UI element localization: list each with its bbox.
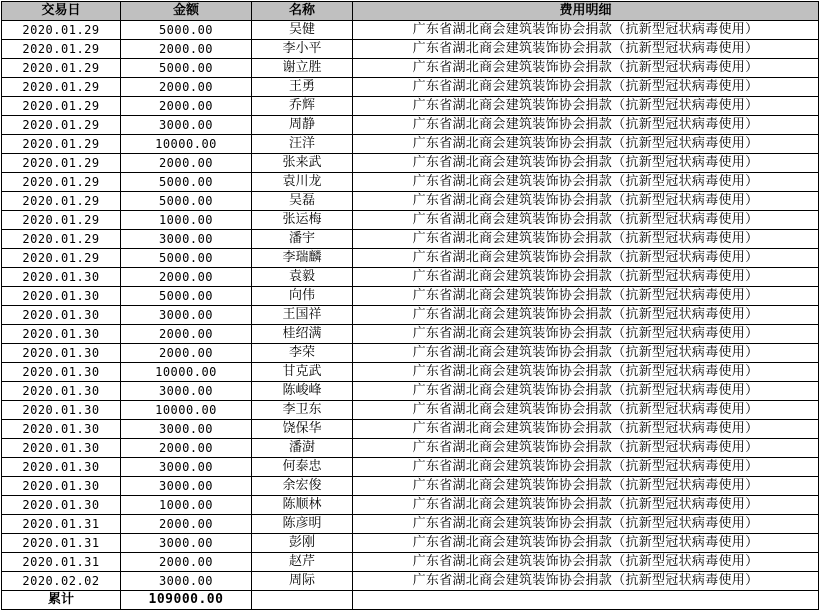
cell-date: 2020.01.29: [2, 116, 121, 135]
cell-date: 2020.01.30: [2, 458, 121, 477]
header-name: 名称: [252, 2, 353, 21]
cell-amount: 5000.00: [121, 21, 252, 40]
table-row: [2, 553, 819, 572]
cell-name: 陈顺林: [252, 496, 353, 515]
table-row: [2, 78, 819, 97]
cell-name: 何泰忠: [252, 458, 353, 477]
cell-amount: 3000.00: [121, 116, 252, 135]
cell-name: 李卫东: [252, 401, 353, 420]
table-row: [2, 116, 819, 135]
cell-details: 广东省湖北商会建筑装饰协会捐款（抗新型冠状病毒使用）: [353, 458, 819, 477]
cell-details: 广东省湖北商会建筑装饰协会捐款（抗新型冠状病毒使用）: [353, 192, 819, 211]
cell-details: 广东省湖北商会建筑装饰协会捐款（抗新型冠状病毒使用）: [353, 287, 819, 306]
table-row: [2, 363, 819, 382]
table-row: [2, 97, 819, 116]
cell-date: 2020.01.30: [2, 420, 121, 439]
cell-amount: 2000.00: [121, 553, 252, 572]
cell-name: 汪洋: [252, 135, 353, 154]
cell-name: 桂绍满: [252, 325, 353, 344]
cell-name: 周际: [252, 572, 353, 591]
cell-date: 2020.01.30: [2, 477, 121, 496]
cell-date: 2020.01.29: [2, 211, 121, 230]
table-row: [2, 344, 819, 363]
cell-amount: 3000.00: [121, 306, 252, 325]
cell-name: 彭刚: [252, 534, 353, 553]
cell-details: 广东省湖北商会建筑装饰协会捐款（抗新型冠状病毒使用）: [353, 230, 819, 249]
cell-date: 2020.01.29: [2, 154, 121, 173]
cell-details: 广东省湖北商会建筑装饰协会捐款（抗新型冠状病毒使用）: [353, 363, 819, 382]
cell-name: 李小平: [252, 40, 353, 59]
cell-name: 李瑞麟: [252, 249, 353, 268]
cell-name: 余宏俊: [252, 477, 353, 496]
cell-name: 王勇: [252, 78, 353, 97]
cell-amount: 3000.00: [121, 230, 252, 249]
table-row: [2, 21, 819, 40]
table-row: [2, 439, 819, 458]
total-empty-cell: [353, 591, 819, 610]
header-amount: 金额: [121, 2, 252, 21]
table-row: [2, 287, 819, 306]
cell-details: 广东省湖北商会建筑装饰协会捐款（抗新型冠状病毒使用）: [353, 97, 819, 116]
cell-name: 张来武: [252, 154, 353, 173]
cell-date: 2020.01.30: [2, 268, 121, 287]
cell-details: 广东省湖北商会建筑装饰协会捐款（抗新型冠状病毒使用）: [353, 534, 819, 553]
cell-date: 2020.01.31: [2, 515, 121, 534]
total-row: [2, 591, 819, 610]
cell-date: 2020.01.29: [2, 78, 121, 97]
cell-details: 广东省湖北商会建筑装饰协会捐款（抗新型冠状病毒使用）: [353, 249, 819, 268]
cell-date: 2020.01.29: [2, 21, 121, 40]
cell-amount: 3000.00: [121, 458, 252, 477]
cell-date: 2020.01.30: [2, 344, 121, 363]
cell-date: 2020.01.30: [2, 325, 121, 344]
cell-details: 广东省湖北商会建筑装饰协会捐款（抗新型冠状病毒使用）: [353, 344, 819, 363]
table-row: [2, 477, 819, 496]
cell-name: 袁川龙: [252, 173, 353, 192]
cell-amount: 5000.00: [121, 192, 252, 211]
cell-name: 乔辉: [252, 97, 353, 116]
cell-name: 吴健: [252, 21, 353, 40]
cell-name: 潘宇: [252, 230, 353, 249]
table-row: [2, 268, 819, 287]
cell-amount: 1000.00: [121, 496, 252, 515]
donation-ledger-table: [1, 1, 819, 610]
cell-name: 饶保华: [252, 420, 353, 439]
cell-amount: 2000.00: [121, 268, 252, 287]
cell-details: 广东省湖北商会建筑装饰协会捐款（抗新型冠状病毒使用）: [353, 382, 819, 401]
cell-amount: 5000.00: [121, 249, 252, 268]
cell-amount: 10000.00: [121, 135, 252, 154]
cell-name: 向伟: [252, 287, 353, 306]
table-row: [2, 306, 819, 325]
cell-amount: 2000.00: [121, 325, 252, 344]
cell-details: 广东省湖北商会建筑装饰协会捐款（抗新型冠状病毒使用）: [353, 439, 819, 458]
cell-date: 2020.01.30: [2, 287, 121, 306]
cell-date: 2020.01.29: [2, 40, 121, 59]
table-row: [2, 40, 819, 59]
cell-name: 潘澍: [252, 439, 353, 458]
header-date: 交易日: [2, 2, 121, 21]
cell-details: 广东省湖北商会建筑装饰协会捐款（抗新型冠状病毒使用）: [353, 78, 819, 97]
cell-details: 广东省湖北商会建筑装饰协会捐款（抗新型冠状病毒使用）: [353, 477, 819, 496]
cell-name: 陈峻峰: [252, 382, 353, 401]
cell-amount: 3000.00: [121, 534, 252, 553]
cell-name: 周静: [252, 116, 353, 135]
cell-date: 2020.01.30: [2, 401, 121, 420]
cell-amount: 2000.00: [121, 40, 252, 59]
cell-amount: 2000.00: [121, 344, 252, 363]
cell-name: 张运梅: [252, 211, 353, 230]
table-row: [2, 154, 819, 173]
cell-amount: 10000.00: [121, 401, 252, 420]
total-empty-cell: [252, 591, 353, 610]
cell-amount: 10000.00: [121, 363, 252, 382]
cell-amount: 2000.00: [121, 515, 252, 534]
total-label: 累计: [2, 591, 121, 610]
table-row: [2, 173, 819, 192]
ledger-body: [2, 21, 819, 591]
cell-amount: 3000.00: [121, 420, 252, 439]
cell-amount: 2000.00: [121, 78, 252, 97]
cell-amount: 5000.00: [121, 287, 252, 306]
cell-date: 2020.01.30: [2, 382, 121, 401]
cell-details: 广东省湖北商会建筑装饰协会捐款（抗新型冠状病毒使用）: [353, 59, 819, 78]
cell-name: 袁毅: [252, 268, 353, 287]
cell-details: 广东省湖北商会建筑装饰协会捐款（抗新型冠状病毒使用）: [353, 553, 819, 572]
cell-details: 广东省湖北商会建筑装饰协会捐款（抗新型冠状病毒使用）: [353, 211, 819, 230]
header-details: 费用明细: [353, 2, 819, 21]
cell-name: 甘克武: [252, 363, 353, 382]
table-row: [2, 420, 819, 439]
cell-date: 2020.01.29: [2, 97, 121, 116]
cell-date: 2020.01.29: [2, 249, 121, 268]
cell-name: 王国祥: [252, 306, 353, 325]
cell-amount: 3000.00: [121, 572, 252, 591]
table-row: [2, 458, 819, 477]
header-row: [2, 2, 819, 21]
cell-name: 李荣: [252, 344, 353, 363]
table-row: [2, 135, 819, 154]
cell-amount: 5000.00: [121, 59, 252, 78]
total-amount: 109000.00: [121, 591, 252, 610]
cell-date: 2020.01.29: [2, 59, 121, 78]
cell-amount: 2000.00: [121, 97, 252, 116]
cell-details: 广东省湖北商会建筑装饰协会捐款（抗新型冠状病毒使用）: [353, 496, 819, 515]
cell-amount: 2000.00: [121, 154, 252, 173]
cell-date: 2020.01.31: [2, 553, 121, 572]
cell-amount: 5000.00: [121, 173, 252, 192]
table-row: [2, 192, 819, 211]
cell-details: 广东省湖北商会建筑装饰协会捐款（抗新型冠状病毒使用）: [353, 306, 819, 325]
cell-details: 广东省湖北商会建筑装饰协会捐款（抗新型冠状病毒使用）: [353, 21, 819, 40]
cell-date: 2020.01.29: [2, 230, 121, 249]
cell-details: 广东省湖北商会建筑装饰协会捐款（抗新型冠状病毒使用）: [353, 135, 819, 154]
table-row: [2, 59, 819, 78]
table-row: [2, 401, 819, 420]
table-row: [2, 534, 819, 553]
cell-amount: 3000.00: [121, 477, 252, 496]
cell-details: 广东省湖北商会建筑装饰协会捐款（抗新型冠状病毒使用）: [353, 420, 819, 439]
table-row: [2, 325, 819, 344]
cell-date: 2020.01.30: [2, 363, 121, 382]
cell-date: 2020.01.29: [2, 135, 121, 154]
table-row: [2, 249, 819, 268]
table-row: [2, 211, 819, 230]
cell-amount: 1000.00: [121, 211, 252, 230]
table-row: [2, 382, 819, 401]
cell-details: 广东省湖北商会建筑装饰协会捐款（抗新型冠状病毒使用）: [353, 515, 819, 534]
cell-name: 吴磊: [252, 192, 353, 211]
table-row: [2, 572, 819, 591]
cell-name: 赵芹: [252, 553, 353, 572]
table-row: [2, 515, 819, 534]
cell-details: 广东省湖北商会建筑装饰协会捐款（抗新型冠状病毒使用）: [353, 173, 819, 192]
cell-date: 2020.01.29: [2, 173, 121, 192]
cell-details: 广东省湖北商会建筑装饰协会捐款（抗新型冠状病毒使用）: [353, 116, 819, 135]
cell-name: 谢立胜: [252, 59, 353, 78]
cell-details: 广东省湖北商会建筑装饰协会捐款（抗新型冠状病毒使用）: [353, 154, 819, 173]
table-row: [2, 230, 819, 249]
cell-details: 广东省湖北商会建筑装饰协会捐款（抗新型冠状病毒使用）: [353, 572, 819, 591]
cell-details: 广东省湖北商会建筑装饰协会捐款（抗新型冠状病毒使用）: [353, 40, 819, 59]
cell-date: 2020.01.30: [2, 306, 121, 325]
table-row: [2, 496, 819, 515]
cell-date: 2020.02.02: [2, 572, 121, 591]
cell-date: 2020.01.29: [2, 192, 121, 211]
cell-date: 2020.01.31: [2, 534, 121, 553]
cell-name: 陈彦明: [252, 515, 353, 534]
cell-details: 广东省湖北商会建筑装饰协会捐款（抗新型冠状病毒使用）: [353, 268, 819, 287]
cell-date: 2020.01.30: [2, 496, 121, 515]
cell-amount: 3000.00: [121, 382, 252, 401]
cell-details: 广东省湖北商会建筑装饰协会捐款（抗新型冠状病毒使用）: [353, 325, 819, 344]
cell-details: 广东省湖北商会建筑装饰协会捐款（抗新型冠状病毒使用）: [353, 401, 819, 420]
cell-date: 2020.01.30: [2, 439, 121, 458]
cell-amount: 2000.00: [121, 439, 252, 458]
